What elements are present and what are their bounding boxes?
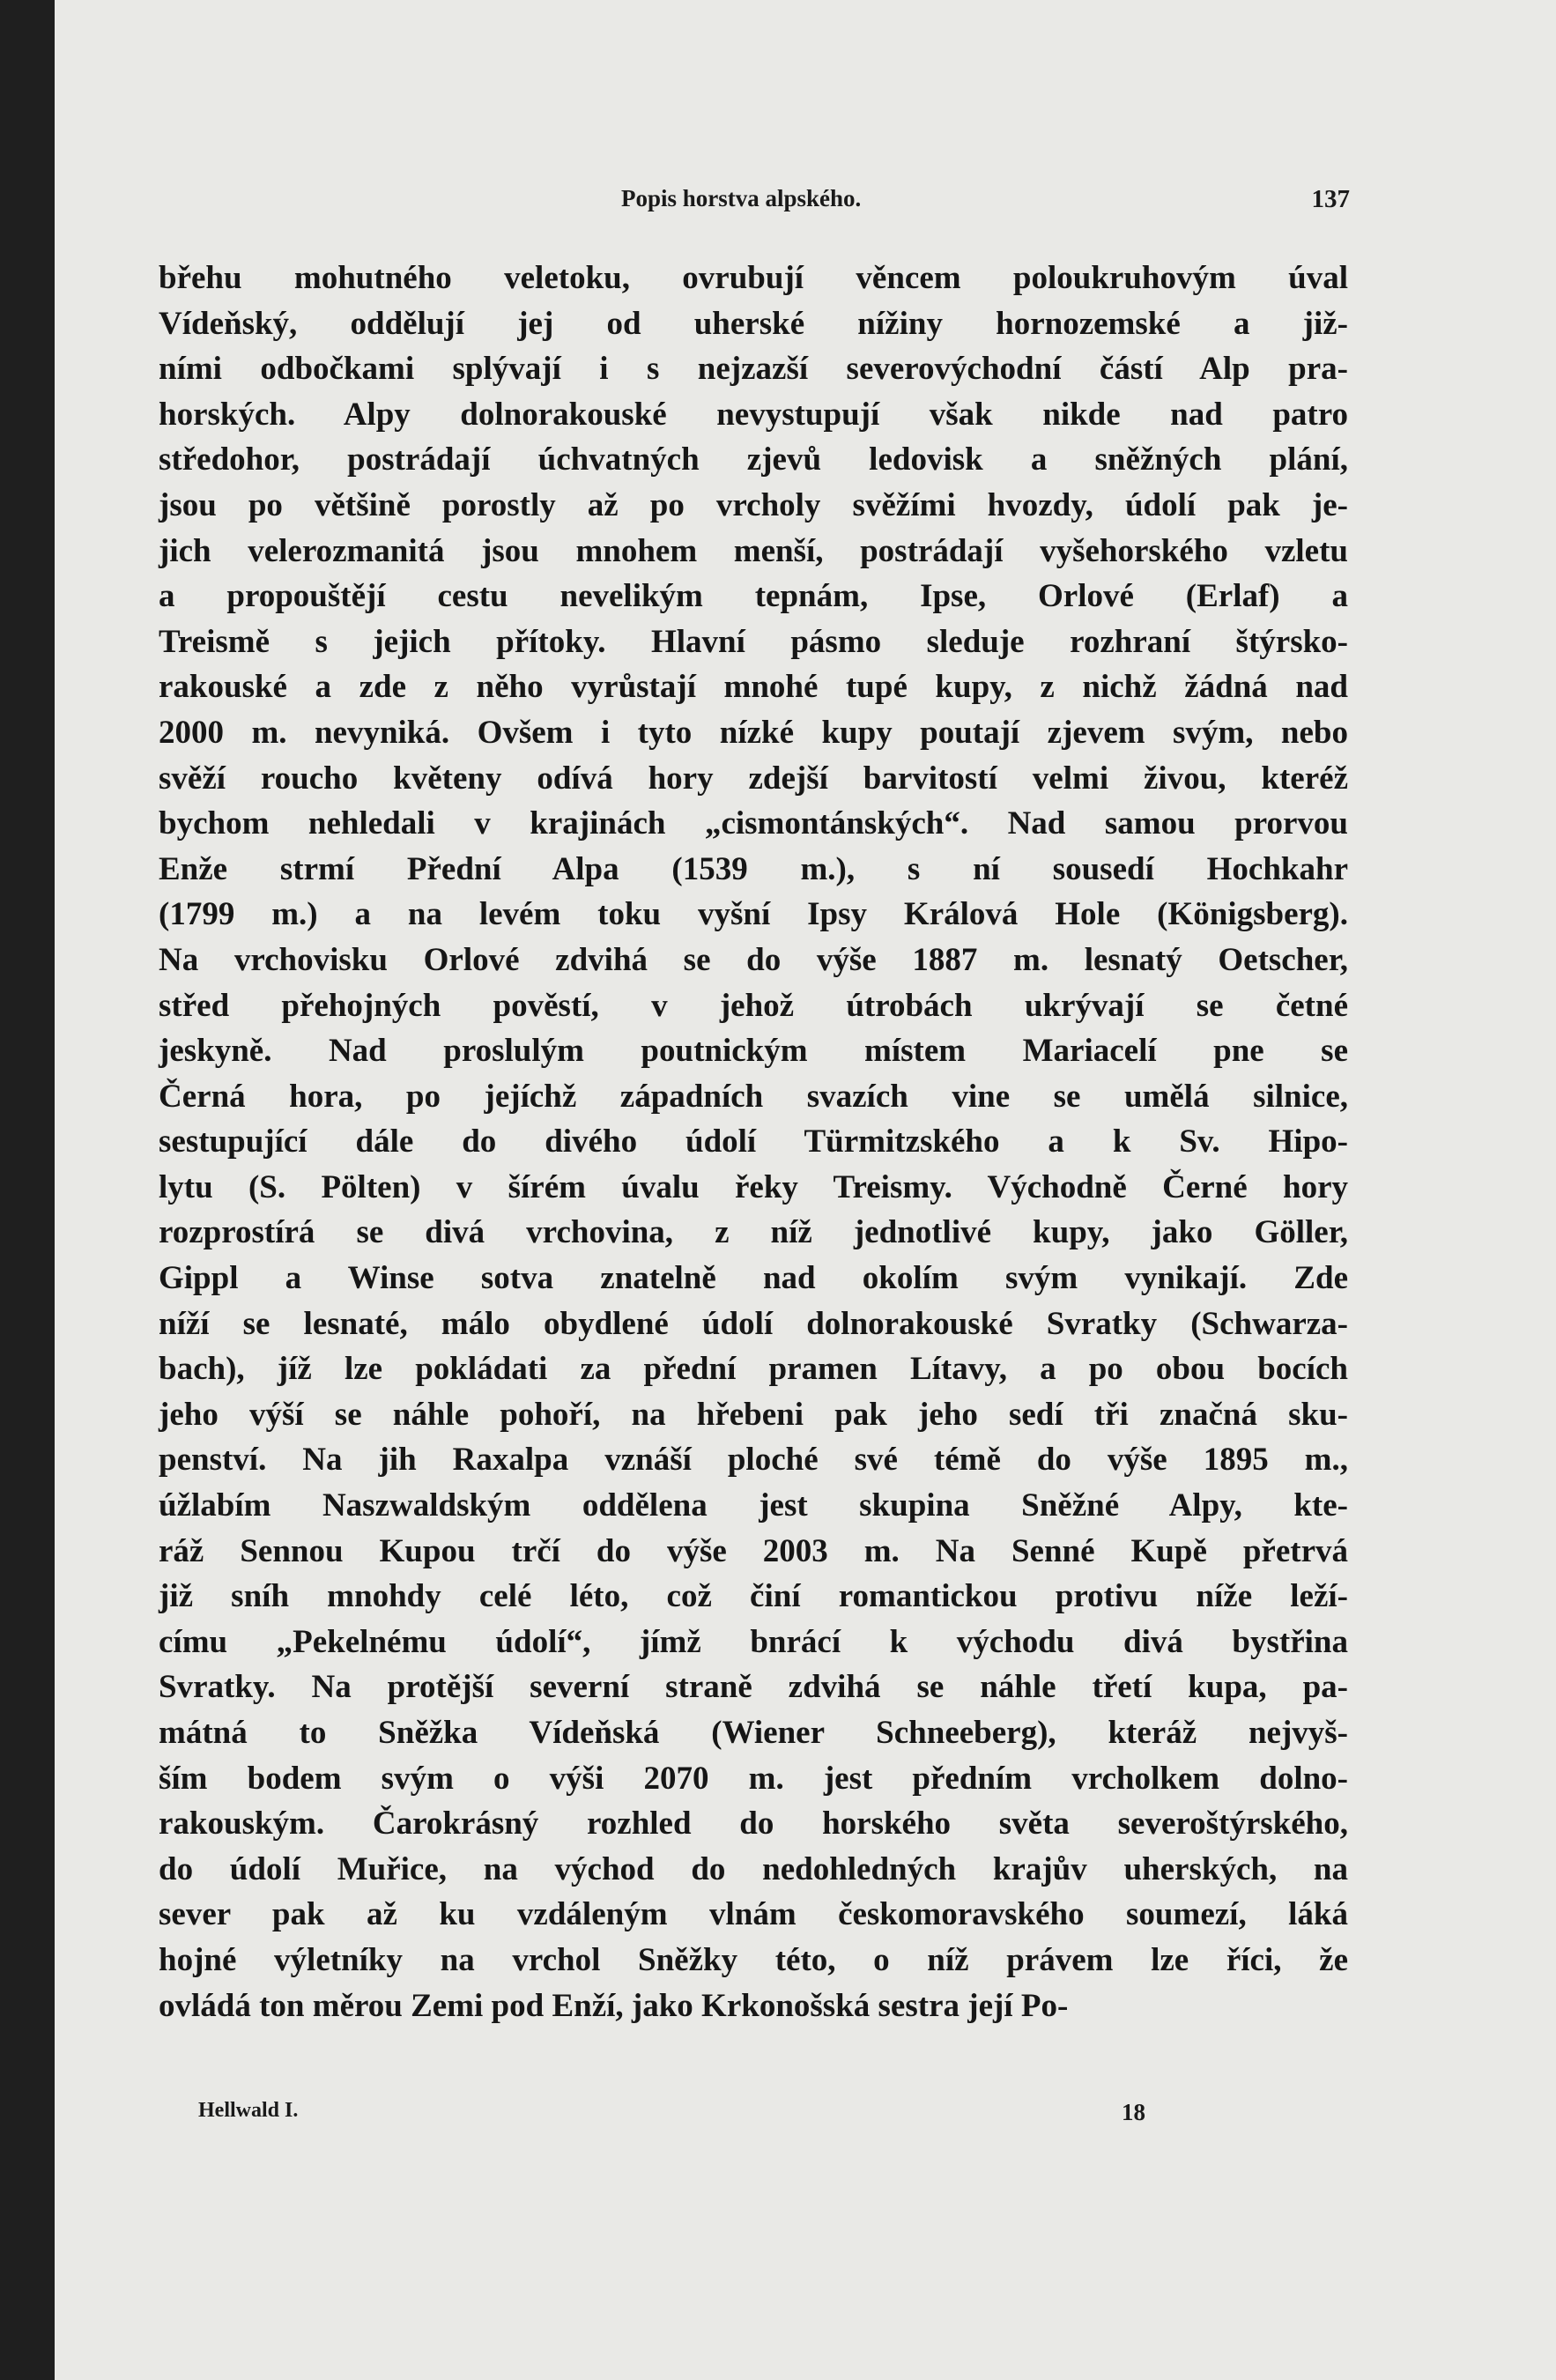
text-line: Vídeňský, oddělují jej od uherské nížiny hornozemské a již- — [159, 305, 1348, 342]
text-line: střed přehojných pověstí, v jehož útrobách ukrývají se četné — [159, 987, 1348, 1024]
text-line: hojné výletníky na vrchol Sněžky této, o níž právem lze říci, že — [159, 1941, 1348, 1978]
text-line: penství. Na jih Raxalpa vznáší ploché své témě do výše 1895 m., — [159, 1442, 1348, 1479]
text-line: Enže strmí Přední Alpa (1539 m.), s ní sousedí Hochkahr — [159, 850, 1348, 887]
page-number: 137 — [1311, 185, 1350, 213]
text-line: níží se lesnaté, málo obydlené údolí dolnorakouské Svratky (Schwarza- — [159, 1305, 1348, 1342]
text-line: jich velerozmanitá jsou mnohem menší, postrádají vyšehorského vzletu — [159, 532, 1348, 569]
text-line: ními odbočkami splývají i s nejzazší severovýchodní částí Alp pra- — [159, 351, 1348, 388]
text-line: a propouštějí cestu nevelikým tepnám, Ipse, Orlové (Erlaf) a — [159, 578, 1348, 615]
text-line: Na vrchovisku Orlové zdvihá se do výše 1887 m. lesnatý Oetscher, — [159, 941, 1348, 978]
sheet-number: 18 — [1122, 2099, 1145, 2125]
page-footer — [198, 2099, 1167, 2131]
text-line: lytu (S. Pölten) v šírém úvalu řeky Treismy. Východně Černé hory — [159, 1168, 1348, 1205]
running-header — [160, 185, 1350, 220]
text-line: Treismě s jejich přítoky. Hlavní pásmo sleduje rozhraní štýrsko- — [159, 623, 1348, 660]
text-line: jsou po většině porostly až po vrcholy svěžími hvozdy, údolí pak je- — [159, 486, 1348, 523]
running-title: Popis horstva alpského. — [621, 185, 862, 211]
text-line: úžlabím Naszwaldským oddělena jest skupina Sněžné Alpy, kte- — [159, 1487, 1348, 1524]
text-line: svěží roucho květeny odívá hory zdejší barvitostí velmi živou, kteréž — [159, 760, 1348, 797]
text-line: bychom nehledali v krajinách „cismontánských“. Nad samou prorvou — [159, 805, 1348, 842]
text-line: címu „Pekelnému údolí“, jímž bnrácí k východu divá bystřina — [159, 1623, 1348, 1660]
book-page — [55, 0, 1556, 2380]
text-line: Svratky. Na protější severní straně zdvihá se náhle třetí kupa, pa- — [159, 1669, 1348, 1706]
text-line: Černá hora, po jejíchž západních svazích vine se umělá silnice, — [159, 1078, 1348, 1115]
printer-signature: Hellwald I. — [198, 2099, 299, 2122]
text-line: 2000 m. nevyniká. Ovšem i tyto nízké kupy poutají zjevem svým, nebo — [159, 714, 1348, 751]
text-line: sestupující dále do divého údolí Türmitzského a k Sv. Hipo- — [159, 1123, 1348, 1160]
text-line: horských. Alpy dolnorakouské nevystupují však nikde nad patro — [159, 396, 1348, 433]
text-line: do údolí Muřice, na východ do nedohledných krajův uherských, na — [159, 1850, 1348, 1887]
text-line: ovládá ton měrou Zemi pod Enží, jako Krkonošská sestra její Po- — [159, 1987, 1069, 2024]
text-line: středohor, postrádají úchvatných zjevů ledovisk a sněžných plání, — [159, 441, 1348, 478]
text-line: sever pak až ku vzdáleným vlnám českomoravského soumezí, láká — [159, 1896, 1348, 1933]
text-line: rakouským. Čarokrásný rozhled do horského světa severoštýrského, — [159, 1805, 1348, 1842]
text-line: bach), jíž lze pokládati za přední pramen Lítavy, a po obou bocích — [159, 1351, 1348, 1388]
text-line: břehu mohutného veletoku, ovrubují věncem poloukruhovým úval — [159, 260, 1348, 296]
text-line: Gippl a Winse sotva znatelně nad okolím svým vynikají. Zde — [159, 1260, 1348, 1297]
text-line: ším bodem svým o výši 2070 m. jest předním vrcholkem dolno- — [159, 1760, 1348, 1797]
text-line: rakouské a zde z něho vyrůstají mnohé tupé kupy, z nichž žádná nad — [159, 669, 1348, 706]
text-line: rozprostírá se divá vrchovina, z níž jednotlivé kupy, jako Göller, — [159, 1214, 1348, 1251]
text-line: jeho výší se náhle pohoří, na hřebeni pak jeho sedí tři značná sku- — [159, 1396, 1348, 1433]
body-text — [159, 256, 1348, 2028]
text-line: (1799 m.) a na levém toku vyšní Ipsy Králová Hole (Königsberg). — [159, 896, 1348, 933]
text-line: ráž Sennou Kupou trčí do výše 2003 m. Na Senné Kupě přetrvá — [159, 1532, 1348, 1569]
text-line: již sníh mnohdy celé léto, což činí romantickou protivu níže leží- — [159, 1578, 1348, 1615]
text-line: mátná to Sněžka Vídeňská (Wiener Schneeberg), kteráž nejvyš- — [159, 1715, 1348, 1751]
text-line: jeskyně. Nad proslulým poutnickým místem Mariacelí pne se — [159, 1033, 1348, 1070]
